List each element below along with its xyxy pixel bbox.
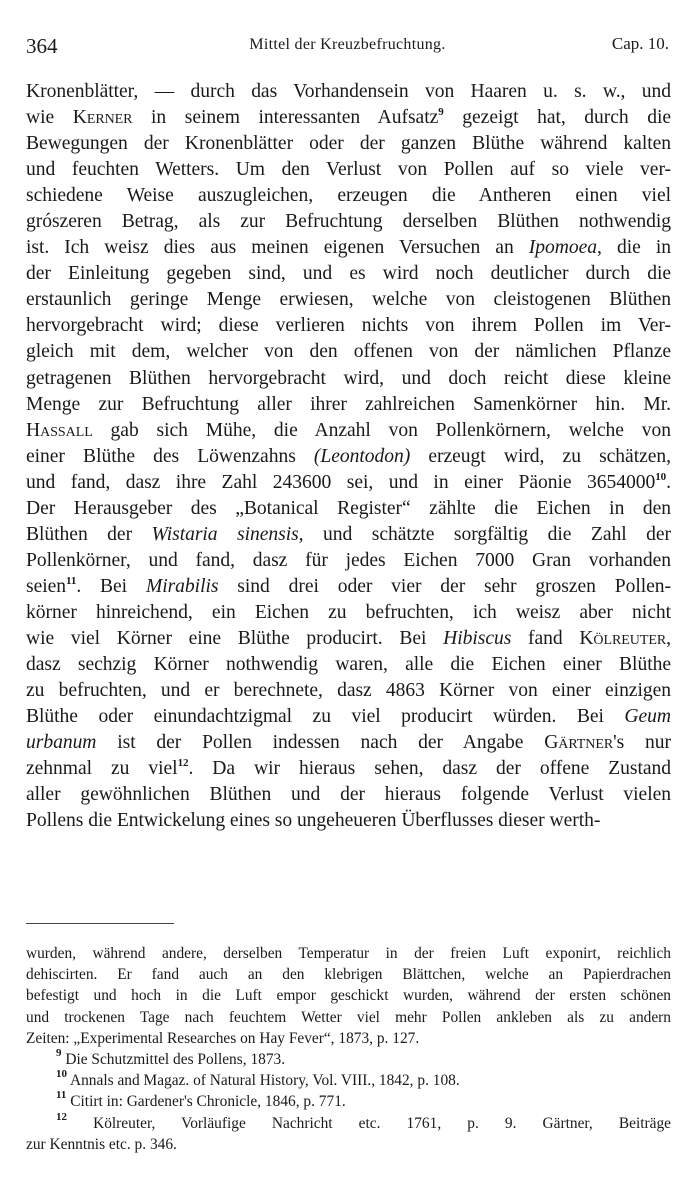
footnote-line: wurden, während andere, derselben Temperatur in der freien Luft exponirt, reichlich [26,945,671,962]
body-text-line: Hassall gab sich Mühe, die Anzahl von Pollenkörnern, welche von [26,419,671,441]
body-text-line: der Einleitung gegeben sind, und es wird noch deutlicher durch die [26,263,671,285]
body-text-line: Blüthe oder einundachtzigmal zu viel producirt würden. Bei Geum [26,706,671,728]
running-title: Mittel der Kreuzbefruchtung. [249,36,446,53]
footnote-line: Zeiten: „Experimental Researches on Hay Fever“, 1873, p. 127. [26,1029,420,1047]
footnote-line: $^{11}$ Citirt in: Gardener's Chronicle, 1846, p. 771. [56,1089,346,1111]
body-text-line: urbanum ist der Pollen indessen nach der Angabe Gärtner's nur [26,732,671,754]
footnote-line: $^{10}$ Annals and Magaz. of Natural History, Vol. VIII., 1842, p. 108. [56,1068,460,1090]
body-text-line: körner hinreichend, ein Eichen zu befruchten, ich weisz aber nicht [26,601,671,623]
footnote-line: und trockenen Tage nach feuchtem Wetter viel mehr Pollen ankleben als zu andern [26,1008,671,1026]
footnote-separator [26,923,174,924]
body-text-line: Der Herausgeber des „Botanical Register“ zählte die Eichen in den [26,497,671,519]
body-text-line: dasz sechzig Körner nothwendig waren, alle die Eichen einer Blüthe [26,654,671,676]
footnote-line: zur Kenntnis etc. p. 346. [26,1135,177,1153]
body-text-line: wie viel Körner eine Blüthe producirt. Bei Hibiscus fand Kölreuter, [26,627,671,649]
body-text-line: Pollens die Entwickelung eines so ungeheueren Überflusses dieser werth- [26,810,601,832]
body-text-line: ist. Ich weisz dies aus meinen eigenen Versuchen an Ipomoea, die in [26,237,671,259]
body-text-line: Bewegungen der Kronenblätter oder der ganzen Blüthe während kalten [26,133,671,155]
body-text [26,79,671,834]
body-text-line: grószeren Betrag, als zur Befruchtung derselben Blüthen nothwendig [26,211,671,233]
footnotes [26,943,671,1155]
body-text-line: getragenen Blüthen hervorgebracht wird, und doch reicht diese kleine [26,367,671,389]
footnote-line: $^9$ Die Schutzmittel des Pollens, 1873. [56,1046,286,1068]
body-text-line: wie Kerner in seinem interessanten Aufsatz$^9$ gezeigt hat, durch die [26,106,671,129]
body-text-line: zu befruchten, und er berechnete, dasz 4863 Körner von einer einzigen [26,680,671,702]
body-text-line: hervorgebracht wird; diese verlieren nichts von ihrem Pollen im Ver- [26,315,671,337]
page-number: 364 [26,34,58,58]
running-header [26,34,669,60]
body-text-line: schiedene Weise auszugleichen, erzeugen die Antheren einen viel [26,185,671,207]
body-text-line: Kronenblätter, — durch das Vorhandensein von Haaren u. s. w., und [26,81,671,102]
body-text-line: einer Blüthe des Löwenzahns (Leontodon) erzeugt wird, zu schätzen, [26,445,671,467]
body-text-line: und feuchten Wetters. Um den Verlust von Pollen auf so viele ver- [26,159,671,181]
footnote-line: $^{12}$ Kölreuter, Vorläufige Nachricht etc. 1761, p. 9. Gärtner, Beiträge [56,1110,671,1132]
chapter-label: Cap. 10. [611,34,669,53]
body-text-line: Pollenkörner, und fand, dasz für jedes Eichen 7000 Gran vorhanden [26,549,671,571]
body-text-line: und fand, dasz ihre Zahl 243600 sei, und in einer Päonie 3654000$^{10}$. [26,470,671,493]
body-text-line: Menge zur Befruchtung aller ihrer zahlreichen Samenkörner hin. Mr. [26,393,671,415]
body-text-line: Blüthen der Wistaria sinensis, und schätzte sorgfältig die Zahl der [26,523,671,545]
body-text-line: aller gewöhnlichen Blüthen und der hieraus folgende Verlust vielen [26,784,671,806]
footnote-line: befestigt und hoch in die Luft empor geschickt wurden, während der ersten schönen [26,987,671,1005]
body-text-line: gleich mit dem, welcher von den offenen von der nämlichen Pflanze [26,341,671,363]
body-text-line: zehnmal zu viel$^{12}$. Da wir hieraus sehen, dasz der offene Zustand [26,757,671,780]
body-text-line: erstaunlich geringe Menge erwiesen, welche von cleistogenen Blüthen [26,289,671,311]
footnote-line: dehiscirten. Er fand auch an den klebrigen Blättchen, welche an Papierdrachen [26,966,671,984]
body-text-line: seien$^{11}$. Bei Mirabilis sind drei oder vier der sehr groszen Pollen- [26,574,671,597]
